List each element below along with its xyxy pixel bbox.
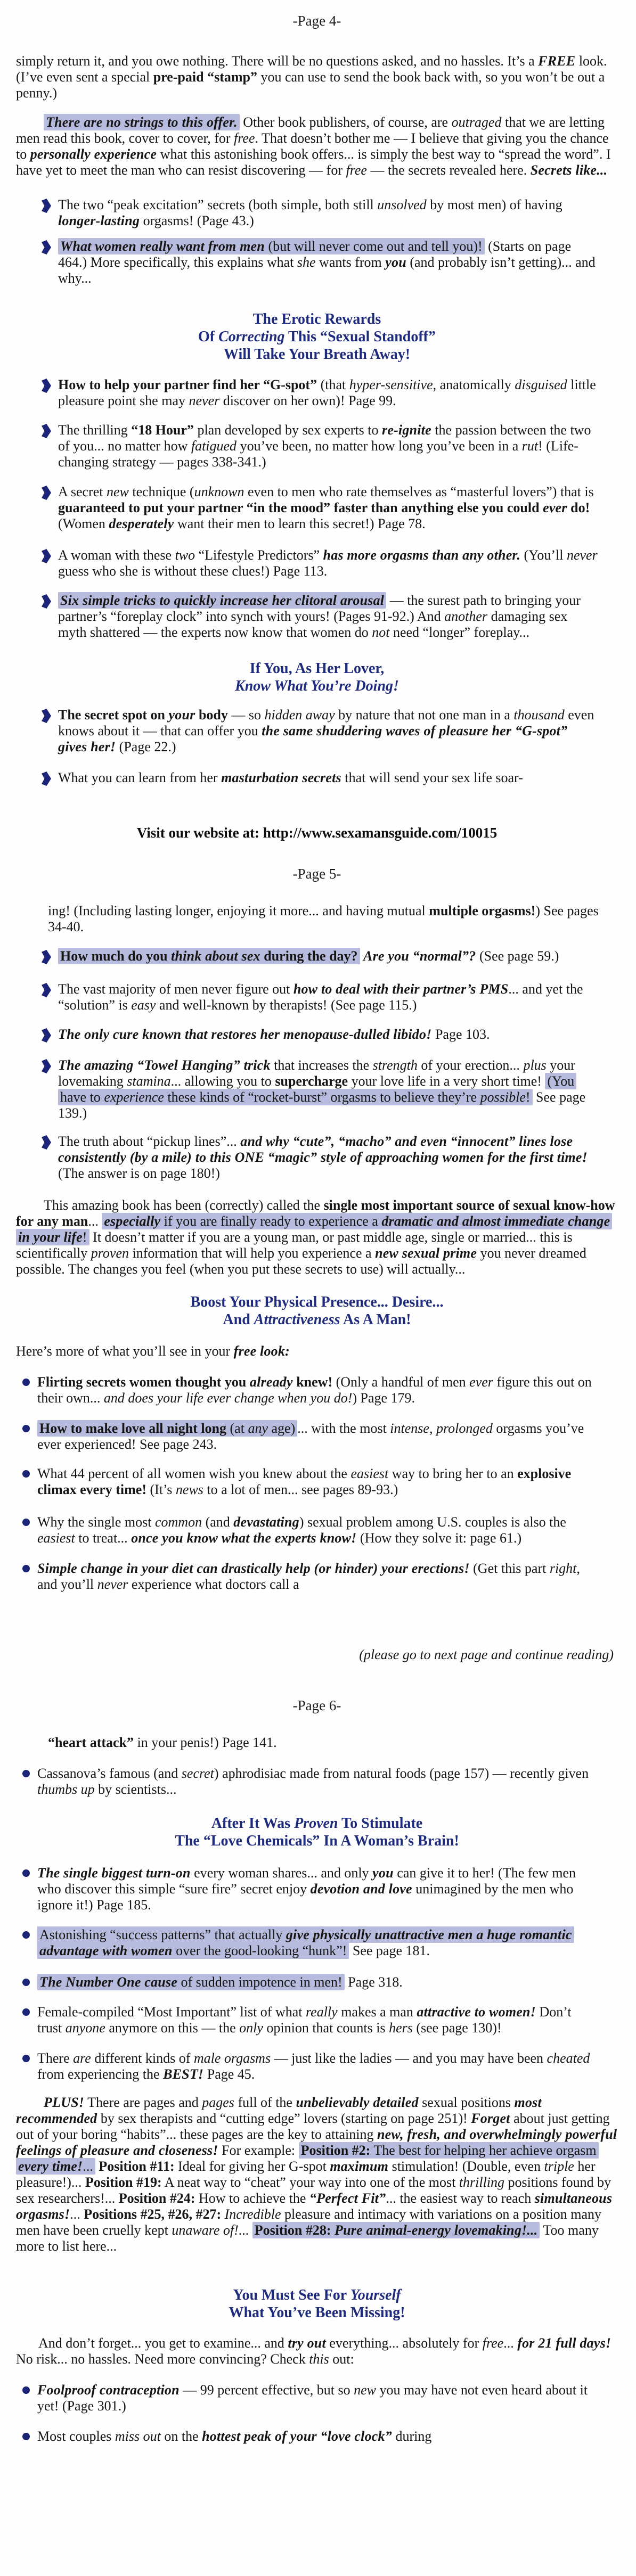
- dot-bullet-icon: [22, 1931, 30, 1939]
- dot-bullet-icon: [22, 2433, 30, 2440]
- bullet-impotence-cause: [16, 1974, 618, 1990]
- bullet-text: What women really want from men (but will never come out and tell you)! (Starts on page 464.) More specifically, this explains what she wants from you (and probably isn’t getting)... and why...: [58, 239, 596, 286]
- bullet-female-compiled-list: [16, 2004, 618, 2036]
- heading-boost-presence: [16, 1293, 618, 1328]
- nib-bullet-icon: [42, 549, 51, 563]
- bullet-text: Simple change in your diet can drastically help (or hinder) your erections! (Get this part right, and you’ll never experience what doctors call a: [37, 1561, 580, 1592]
- bullet-text: The single biggest turn-on every woman shares... and only you can give it to her! (The few men who discover this simple “sure fire” secret enjoy devotion and love unimagined by the men who ignore it!) Page 185.: [37, 1865, 576, 1913]
- heading-line: If You, As Her Lover,: [249, 660, 385, 677]
- heading-line: Will Take Your Breath Away!: [223, 346, 411, 363]
- bullet-44-percent: [16, 1466, 618, 1498]
- page4-label: -Page 4-: [292, 13, 341, 29]
- dot-bullet-icon: [22, 1979, 30, 1986]
- para-heart-attack-continued: “heart attack” in your penis!) Page 141.: [48, 1735, 277, 1750]
- bullet-text: Flirting secrets women thought you already knew! (Only a handful of men ever figure this out on their own... and does your life ever change when you do!) Page 179.: [37, 1374, 592, 1406]
- bullet-masturbation-secrets: [16, 770, 618, 786]
- bullet-text: The two “peak excitation” secrets (both simple, both still unsolved by most men) of having longer-lasting orgasms! (Page 43.): [58, 197, 562, 228]
- heading-line: Know What You’re Doing!: [235, 678, 399, 694]
- bullet-flirting-secrets: [16, 1374, 618, 1406]
- nib-bullet-icon: [42, 772, 51, 786]
- bullet-text: The Number One cause of sudden impotence in men! Page 318.: [37, 1974, 599, 1990]
- bullet-text: A woman with these two “Lifestyle Predictors” has more orgasms than any other. (You’ll never guess who she is without these clues!) Page 113.: [58, 547, 598, 579]
- bullet-secret-technique: [16, 484, 618, 532]
- nib-bullet-icon: [42, 1059, 51, 1073]
- para-soaring-continued: ing! (Including lasting longer, enjoying it more... and having mutual multiple orgasms!) See pages 34-40.: [48, 903, 599, 934]
- bullet-text: Foolproof contraception — 99 percent effective, but so new you may have not even heard about it yet! (Page 301.): [37, 2382, 588, 2414]
- bullet-all-night-long: [16, 1421, 618, 1453]
- dot-bullet-icon: [22, 2008, 30, 2016]
- bullet-text: How much do you think about sex during the day? Are you “normal”? (See page 59.): [58, 948, 599, 964]
- bullet-18-hour-plan: [16, 422, 618, 470]
- heading-line: Boost Your Physical Presence... Desire...: [190, 1294, 444, 1310]
- bullet-secret-spot: [16, 707, 618, 755]
- bullet-text: There are different kinds of male orgasms — just like the ladies — and you may have been cheated from experiencing the BEST! Page 45.: [37, 2050, 590, 2082]
- bullet-love-clock: [16, 2429, 618, 2444]
- bullet-text: The amazing “Towel Hanging” trick that increases the strength of your erection... plus your lovemaking stamina... allowing you to supercharge your love life in a very short time! (You have to experience these kinds of “rocket-burst” orgasms to believe they’re possible! See page 139.): [58, 1057, 586, 1121]
- bullet-towel-hanging: [16, 1057, 618, 1121]
- para-dont-forget: And don’t forget... you get to examine... and try out everything... absolutely for free... for 21 full days! No risk... no hassles. Need more convincing? Check this out:: [16, 2335, 611, 2367]
- heading-line: What You’ve Been Missing!: [229, 2304, 405, 2321]
- page6-label: -Page 6-: [292, 1697, 341, 1713]
- dot-bullet-icon: [22, 1770, 30, 1777]
- nib-bullet-icon: [42, 240, 51, 255]
- nib-bullet-icon: [42, 983, 51, 997]
- para-no-strings: There are no strings to this offer. Other book publishers, of course, are outraged that we are letting men read this book, cover to cover, for free. That doesn’t bother me — I believe that giving you the chance to personally experience what this astonishing book offers... is simply the best way to “spread the word”. I have yet to meet the man who can resist discovering — for free — the secrets revealed here. Secrets like...: [16, 114, 611, 178]
- continue-reading-note: (please go to next page and continue reading): [359, 1647, 614, 1662]
- bullet-text: How to make love all night long (at any age) ... with the most intense, prolonged orgasms you’ve ever experienced! See page 243.: [37, 1421, 584, 1452]
- heading-erotic-rewards: [16, 310, 618, 363]
- heading-line: After It Was Proven To Stimulate: [211, 1815, 423, 1832]
- dot-bullet-icon: [22, 2055, 30, 2062]
- nib-bullet-icon: [42, 486, 51, 500]
- nib-bullet-icon: [42, 424, 51, 438]
- bullet-male-orgasms: [16, 2050, 618, 2082]
- heading-line: Of Correcting This “Sexual Standoff”: [198, 329, 436, 345]
- nib-bullet-icon: [42, 709, 51, 723]
- bullet-text: Six simple tricks to quickly increase her clitoral arousal — the surest path to bringing your partner’s “foreplay clock” into synch with yours! (Pages 91-92.) And another damaging sex myth shattered — the experts now know that women do not need “longer” foreplay...: [58, 593, 581, 640]
- bullet-gspot: [16, 377, 618, 409]
- heading-see-for-yourself: [16, 2286, 618, 2321]
- bullet-text: The vast majority of men never figure out how to deal with their partner’s PMS... and yet the “solution” is easy and well-known by therapists! (See page 115.): [58, 981, 583, 1013]
- heading-line: You Must See For Yourself: [233, 2287, 401, 2303]
- para-free-look-intro: Here’s more of what you’ll see in your free look:: [16, 1343, 290, 1359]
- heading-line: The Erotic Rewards: [252, 311, 381, 327]
- nib-bullet-icon: [42, 1028, 51, 1043]
- bullet-text: What 44 percent of all women wish you knew about the easiest way to bring her to an explosive climax every time! (It’s news to a lot of men... see pages 89-93.): [37, 1466, 572, 1497]
- bullet-common-problem: [16, 1514, 618, 1546]
- bullet-cassanova: [16, 1766, 618, 1798]
- dot-bullet-icon: [22, 1519, 30, 1526]
- bullet-biggest-turn-on: [16, 1865, 618, 1913]
- bullet-text: Cassanova’s famous (and secret) aphrodisiac made from natural foods (page 157) — recently given thumbs up by scientists...: [37, 1766, 589, 1797]
- bullet-diet-change: [16, 1561, 618, 1593]
- bullet-text: Why the single most common (and devastating) sexual problem among U.S. couples is also the easiest to treat... once you know what the experts know! (How they solve it: page 61.): [37, 1514, 566, 1546]
- bullet-pickup-lines: [16, 1134, 618, 1182]
- bullet-text: Astonishing “success patterns” that actually give physically unattractive men a huge romantic advantage with women over the good-looking “hunk”! See page 181.: [37, 1927, 599, 1959]
- dot-bullet-icon: [22, 1565, 30, 1572]
- bullet-text: The secret spot on your body — so hidden away by nature that not one man in a thousand even knows about it — that can offer you the same shuddering waves of pleasure her “G-spot” gives her! (Page 22.): [58, 707, 594, 754]
- dot-bullet-icon: [22, 1869, 30, 1877]
- bullet-text: The thrilling “18 Hour” plan developed by sex experts to re-ignite the passion between the two of you... no matter how fatigued you’ve been, no matter how long you’ve been in a rut! (Life-changing strategy — pages 338-341.): [58, 422, 591, 470]
- dot-bullet-icon: [22, 1379, 30, 1386]
- bullet-text: The truth about “pickup lines”... and why “cute”, “macho” and even “innocent” lines lose consistently (by a mile) to this ONE “magic” style of approaching women for the first time! (The answer is on page 180!): [58, 1134, 588, 1181]
- bullet-text: What you can learn from her masturbation secrets that will send your sex life soar-: [58, 770, 523, 785]
- bullet-lifestyle-predictors: [16, 547, 618, 579]
- para-return-it: simply return it, and you owe nothing. There will be no questions asked, and no hassles. It’s a FREE look. (I’ve even sent a special pre-paid “stamp” you can use to send the book back with, so you won’t be out a penny.): [16, 53, 607, 101]
- heading-line: And Attractiveness As A Man!: [223, 1311, 411, 1328]
- bullet-text: How to help your partner find her “G-spot” (that hyper-sensitive, anatomically disguised little pleasure point she may never discover on her own)! Page 99.: [58, 377, 596, 408]
- dot-bullet-icon: [22, 1425, 30, 1432]
- dot-bullet-icon: [22, 1470, 30, 1478]
- nib-bullet-icon: [42, 379, 51, 393]
- bullet-text: The only cure known that restores her menopause-dulled libido! Page 103.: [58, 1027, 490, 1042]
- bullet-partners-pms: [16, 981, 618, 1013]
- heading-line: The “Love Chemicals” In A Woman’s Brain!: [175, 1833, 459, 1849]
- bullet-menopause-cure: [16, 1027, 618, 1043]
- website-url: Visit our website at: http://www.sexamansguide.com/10015: [136, 825, 498, 841]
- bullet-text: Most couples miss out on the hottest peak of your “love clock” during: [37, 2429, 432, 2444]
- bullet-what-women-want: [16, 239, 618, 286]
- bullet-think-about-sex: [16, 948, 618, 964]
- nib-bullet-icon: [42, 1135, 51, 1150]
- bullet-success-patterns: [16, 1927, 618, 1959]
- nib-bullet-icon: [42, 950, 51, 964]
- dot-bullet-icon: [22, 2386, 30, 2394]
- bullet-peak-excitation: [16, 197, 618, 229]
- heading-as-her-lover: [16, 660, 618, 695]
- nib-bullet-icon: [42, 199, 51, 213]
- bullet-contraception: [16, 2382, 618, 2414]
- bullet-six-tricks: [16, 593, 618, 641]
- para-amazing-book: This amazing book has been (correctly) called the single most important source of sexual know-how for any man... especially if you are finally ready to experience a dramatic and almost immediate change in your life! It doesn’t matter if you are a young man, or past middle age, single or married... this is scientifically proven information that will help you experience a new sexual prime you never dreamed possible. The changes you feel (when you put these secrets to use) will actually...: [16, 1197, 615, 1277]
- page5-label: -Page 5-: [292, 866, 341, 882]
- heading-love-chemicals: [16, 1815, 618, 1850]
- nib-bullet-icon: [42, 594, 51, 609]
- bullet-text: Female-compiled “Most Important” list of what really makes a man attractive to women! Don’t trust anyone anymore on this — the only opinion that counts is hers (see page 130)!: [37, 2004, 572, 2036]
- para-plus-positions: PLUS! There are pages and pages full of the unbelievably detailed sexual positions most recommended by sex therapists and “cutting edge” lovers (starting on page 251)! Forget about just getting out of your boring “habits”... these pages are the key to attaining new, fresh, and overwhelmingly powerful feelings of pleasure and closeness! For example: Position #2: The best for helping her achieve orgasm every time!... Position #11: Ideal for giving her G-spot maximum stimulation! (Double, even triple her pleasure!)... Position #19: A neat way to “cheat” your way into one of the most thrilling positions found by sex researchers!... Position #24: How to achieve the “Perfect Fit”... the easiest way to reach simultaneous orgasms!... Positions #25, #26, #27: Incredible pleasure and intimacy with variations on a position many men have been cruelly kept unaware of!... Position #28: Pure animal-energy lovemaking!... Too many more to list here...: [16, 2095, 617, 2254]
- bullet-text: A secret new technique (unknown even to men who rate themselves as “masterful lovers”) that is guaranteed to put your partner “in the mood” faster than anything else you could ever do! (Women desperately want their men to learn this secret!) Page 78.: [58, 484, 594, 531]
